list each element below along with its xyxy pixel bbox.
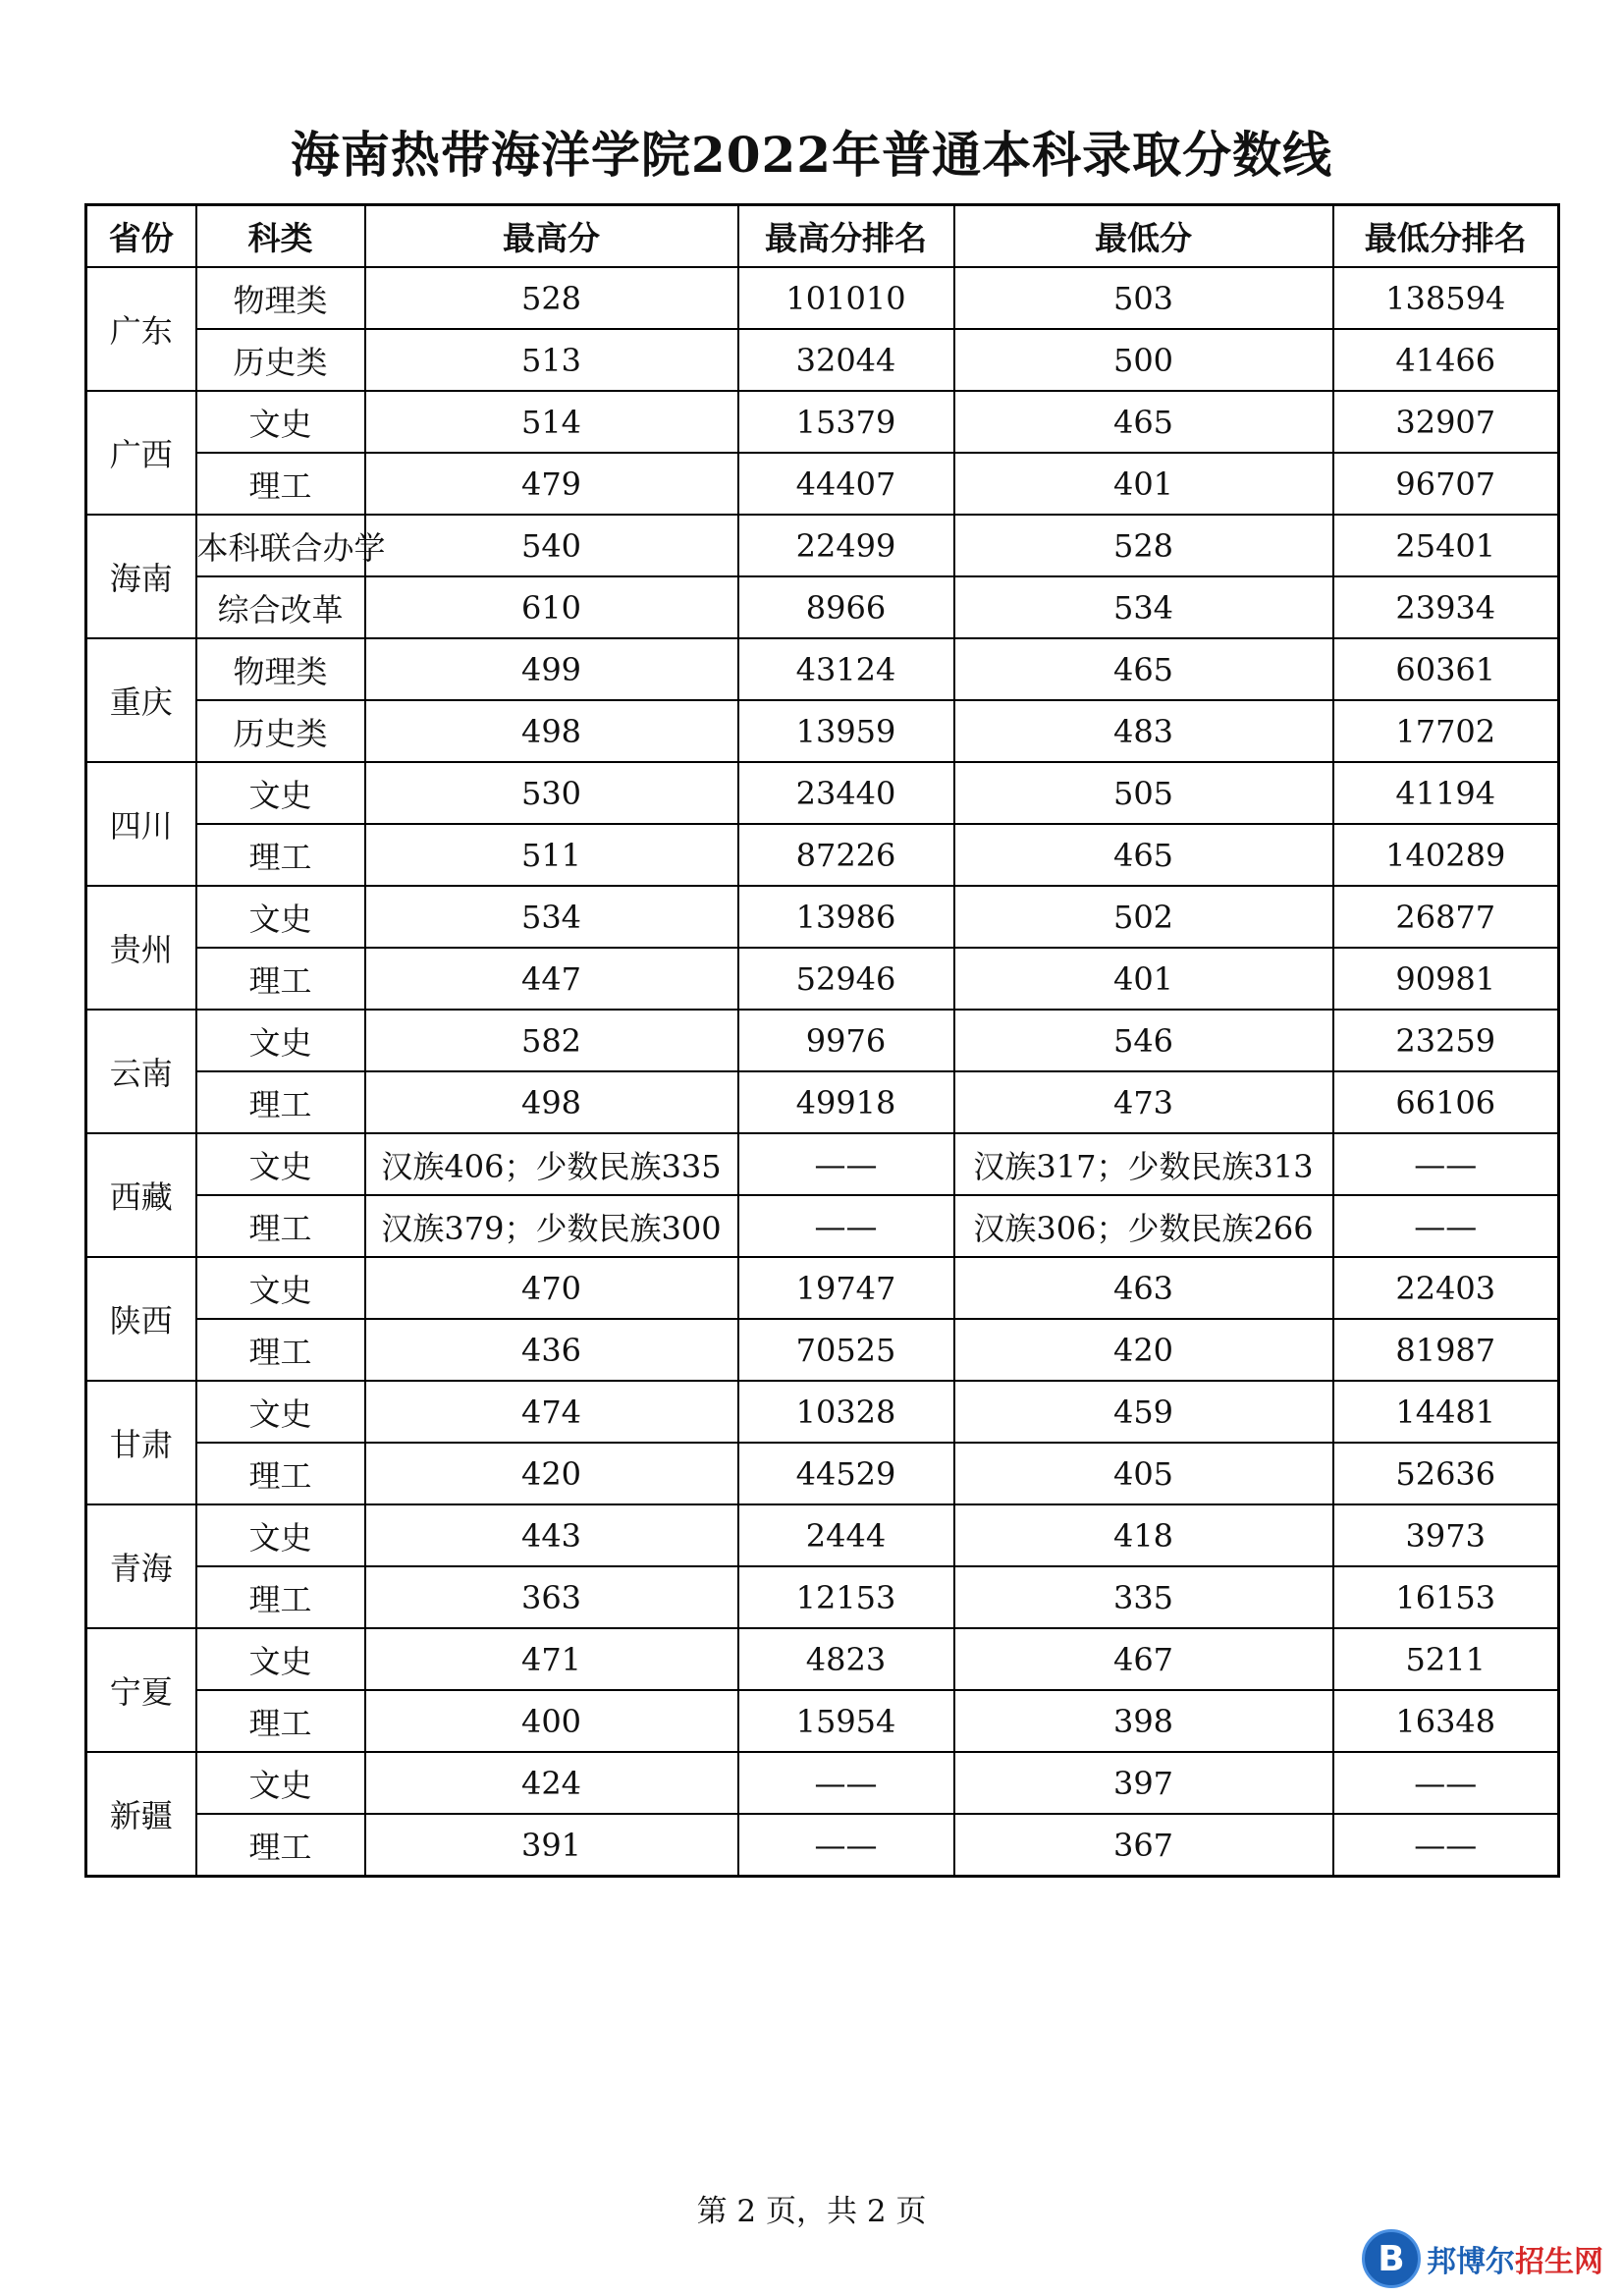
min-score-cell: 401	[954, 453, 1333, 515]
watermark-text	[1427, 2237, 1603, 2280]
table-row	[86, 1381, 1559, 1443]
province-cell: 贵州	[86, 886, 196, 1010]
min-score-cell: 367	[954, 1814, 1333, 1877]
min-score-cell: 汉族317；少数民族313	[954, 1133, 1333, 1195]
min-score-cell: 398	[954, 1690, 1333, 1752]
category-cell: 综合改革	[196, 576, 365, 638]
min-rank-cell: 25401	[1333, 515, 1559, 576]
max-rank-cell: 9976	[738, 1010, 954, 1071]
max-rank-cell: 13986	[738, 886, 954, 948]
table-row	[86, 700, 1559, 762]
max-score-cell: 511	[365, 824, 738, 886]
table-row	[86, 329, 1559, 391]
category-cell: 理工	[196, 1566, 365, 1628]
max-score-cell: 424	[365, 1752, 738, 1814]
max-score-cell: 498	[365, 700, 738, 762]
max-rank-cell: 8966	[738, 576, 954, 638]
max-rank-cell: 13959	[738, 700, 954, 762]
min-score-cell: 502	[954, 886, 1333, 948]
min-rank-cell: 140289	[1333, 824, 1559, 886]
min-rank-cell: 52636	[1333, 1443, 1559, 1504]
max-score-cell: 400	[365, 1690, 738, 1752]
max-score-cell: 471	[365, 1628, 738, 1690]
min-rank-cell: 23934	[1333, 576, 1559, 638]
category-cell: 理工	[196, 1195, 365, 1257]
max-rank-cell: 70525	[738, 1319, 954, 1381]
min-score-cell: 401	[954, 948, 1333, 1010]
table-row	[86, 1566, 1559, 1628]
min-score-cell: 465	[954, 391, 1333, 453]
max-rank-cell: 12153	[738, 1566, 954, 1628]
table-row	[86, 267, 1559, 329]
max-rank-cell: 4823	[738, 1628, 954, 1690]
province-cell: 宁夏	[86, 1628, 196, 1752]
max-rank-cell: 23440	[738, 762, 954, 824]
max-rank-cell: 22499	[738, 515, 954, 576]
min-score-cell: 397	[954, 1752, 1333, 1814]
max-score-cell: 汉族379；少数民族300	[365, 1195, 738, 1257]
table-row	[86, 762, 1559, 824]
table-row	[86, 1443, 1559, 1504]
min-score-cell: 335	[954, 1566, 1333, 1628]
category-cell: 文史	[196, 1381, 365, 1443]
min-rank-cell: 16153	[1333, 1566, 1559, 1628]
min-score-cell: 534	[954, 576, 1333, 638]
province-cell: 西藏	[86, 1133, 196, 1257]
max-score-cell: 534	[365, 886, 738, 948]
max-rank-cell: ——	[738, 1752, 954, 1814]
max-score-cell: 420	[365, 1443, 738, 1504]
watermark	[1362, 2229, 1603, 2288]
max-score-cell: 499	[365, 638, 738, 700]
category-cell: 物理类	[196, 638, 365, 700]
min-rank-cell: 66106	[1333, 1071, 1559, 1133]
max-rank-cell: ——	[738, 1195, 954, 1257]
province-cell: 云南	[86, 1010, 196, 1133]
category-cell: 历史类	[196, 700, 365, 762]
category-cell: 文史	[196, 1504, 365, 1566]
category-cell: 理工	[196, 824, 365, 886]
max-rank-cell: 43124	[738, 638, 954, 700]
min-rank-cell: ——	[1333, 1133, 1559, 1195]
max-score-cell: 498	[365, 1071, 738, 1133]
min-score-cell: 483	[954, 700, 1333, 762]
min-score-cell: 418	[954, 1504, 1333, 1566]
min-score-cell: 546	[954, 1010, 1333, 1071]
max-rank-cell: 49918	[738, 1071, 954, 1133]
min-rank-cell: 90981	[1333, 948, 1559, 1010]
max-rank-cell: 101010	[738, 267, 954, 329]
max-score-cell: 530	[365, 762, 738, 824]
table-row	[86, 1690, 1559, 1752]
watermark-text-part1: 邦博尔	[1427, 2245, 1515, 2279]
max-rank-cell: 44529	[738, 1443, 954, 1504]
table-row	[86, 824, 1559, 886]
province-cell: 四川	[86, 762, 196, 886]
province-cell: 新疆	[86, 1752, 196, 1877]
max-rank-cell: ——	[738, 1814, 954, 1877]
min-score-cell: 473	[954, 1071, 1333, 1133]
min-score-cell: 汉族306；少数民族266	[954, 1195, 1333, 1257]
table-row	[86, 1504, 1559, 1566]
min-rank-cell: 3973	[1333, 1504, 1559, 1566]
category-cell: 物理类	[196, 267, 365, 329]
max-rank-cell: 44407	[738, 453, 954, 515]
score-table	[84, 203, 1560, 1878]
max-score-cell: 汉族406；少数民族335	[365, 1133, 738, 1195]
category-cell: 文史	[196, 1010, 365, 1071]
header-max-rank: 最高分排名	[738, 205, 954, 268]
min-rank-cell: 138594	[1333, 267, 1559, 329]
max-rank-cell: 15954	[738, 1690, 954, 1752]
header-max-score: 最高分	[365, 205, 738, 268]
min-score-cell: 463	[954, 1257, 1333, 1319]
max-score-cell: 514	[365, 391, 738, 453]
min-rank-cell: ——	[1333, 1195, 1559, 1257]
page-footer: 第 2 页，共 2 页	[696, 2194, 927, 2229]
max-score-cell: 474	[365, 1381, 738, 1443]
min-score-cell: 405	[954, 1443, 1333, 1504]
category-cell: 理工	[196, 1319, 365, 1381]
max-score-cell: 528	[365, 267, 738, 329]
max-score-cell: 391	[365, 1814, 738, 1877]
province-cell: 陕西	[86, 1257, 196, 1381]
max-rank-cell: 19747	[738, 1257, 954, 1319]
province-cell: 广东	[86, 267, 196, 391]
max-score-cell: 436	[365, 1319, 738, 1381]
category-cell: 本科联合办学	[196, 515, 365, 576]
table-row	[86, 515, 1559, 576]
table-row	[86, 391, 1559, 453]
min-score-cell: 505	[954, 762, 1333, 824]
table-row	[86, 1257, 1559, 1319]
category-cell: 文史	[196, 1628, 365, 1690]
watermark-logo-icon: B	[1362, 2229, 1421, 2288]
max-score-cell: 479	[365, 453, 738, 515]
min-score-cell: 528	[954, 515, 1333, 576]
category-cell: 理工	[196, 1690, 365, 1752]
page-title: 海南热带海洋学院2022年普通本科录取分数线	[290, 126, 1333, 184]
max-score-cell: 363	[365, 1566, 738, 1628]
min-rank-cell: 41466	[1333, 329, 1559, 391]
max-score-cell: 610	[365, 576, 738, 638]
category-cell: 文史	[196, 1133, 365, 1195]
min-rank-cell: 41194	[1333, 762, 1559, 824]
header-min-score: 最低分	[954, 205, 1333, 268]
max-score-cell: 447	[365, 948, 738, 1010]
min-score-cell: 465	[954, 638, 1333, 700]
table-row	[86, 576, 1559, 638]
min-rank-cell: 96707	[1333, 453, 1559, 515]
table-row	[86, 1814, 1559, 1877]
min-rank-cell: 23259	[1333, 1010, 1559, 1071]
min-rank-cell: 17702	[1333, 700, 1559, 762]
province-cell: 甘肃	[86, 1381, 196, 1504]
min-rank-cell: 60361	[1333, 638, 1559, 700]
category-cell: 理工	[196, 948, 365, 1010]
table-row	[86, 1628, 1559, 1690]
category-cell: 理工	[196, 453, 365, 515]
min-score-cell: 500	[954, 329, 1333, 391]
min-score-cell: 503	[954, 267, 1333, 329]
table-row	[86, 638, 1559, 700]
table-row	[86, 1071, 1559, 1133]
category-cell: 理工	[196, 1814, 365, 1877]
header-min-rank: 最低分排名	[1333, 205, 1559, 268]
table-row	[86, 453, 1559, 515]
max-score-cell: 540	[365, 515, 738, 576]
province-cell: 青海	[86, 1504, 196, 1628]
category-cell: 文史	[196, 762, 365, 824]
category-cell: 文史	[196, 391, 365, 453]
min-score-cell: 465	[954, 824, 1333, 886]
min-rank-cell: 16348	[1333, 1690, 1559, 1752]
min-rank-cell: ——	[1333, 1814, 1559, 1877]
max-rank-cell: ——	[738, 1133, 954, 1195]
max-score-cell: 582	[365, 1010, 738, 1071]
min-score-cell: 459	[954, 1381, 1333, 1443]
table-row	[86, 886, 1559, 948]
category-cell: 理工	[196, 1443, 365, 1504]
header-category: 科类	[196, 205, 365, 268]
min-rank-cell: 81987	[1333, 1319, 1559, 1381]
table-row	[86, 1010, 1559, 1071]
province-cell: 海南	[86, 515, 196, 638]
max-rank-cell: 87226	[738, 824, 954, 886]
min-rank-cell: 22403	[1333, 1257, 1559, 1319]
min-rank-cell: 14481	[1333, 1381, 1559, 1443]
table-row	[86, 1319, 1559, 1381]
table-header-row	[86, 205, 1559, 268]
max-rank-cell: 52946	[738, 948, 954, 1010]
max-score-cell: 470	[365, 1257, 738, 1319]
min-rank-cell: 5211	[1333, 1628, 1559, 1690]
min-rank-cell: ——	[1333, 1752, 1559, 1814]
max-score-cell: 513	[365, 329, 738, 391]
watermark-text-part2: 招生网	[1515, 2245, 1603, 2279]
max-rank-cell: 10328	[738, 1381, 954, 1443]
table-row	[86, 1752, 1559, 1814]
province-cell: 重庆	[86, 638, 196, 762]
category-cell: 文史	[196, 886, 365, 948]
max-rank-cell: 2444	[738, 1504, 954, 1566]
min-rank-cell: 32907	[1333, 391, 1559, 453]
max-score-cell: 443	[365, 1504, 738, 1566]
category-cell: 历史类	[196, 329, 365, 391]
category-cell: 理工	[196, 1071, 365, 1133]
category-cell: 文史	[196, 1257, 365, 1319]
table-row	[86, 1133, 1559, 1195]
category-cell: 文史	[196, 1752, 365, 1814]
min-rank-cell: 26877	[1333, 886, 1559, 948]
province-cell: 广西	[86, 391, 196, 515]
max-rank-cell: 32044	[738, 329, 954, 391]
table-row	[86, 1195, 1559, 1257]
table-row	[86, 948, 1559, 1010]
max-rank-cell: 15379	[738, 391, 954, 453]
min-score-cell: 420	[954, 1319, 1333, 1381]
min-score-cell: 467	[954, 1628, 1333, 1690]
header-province: 省份	[86, 205, 196, 268]
